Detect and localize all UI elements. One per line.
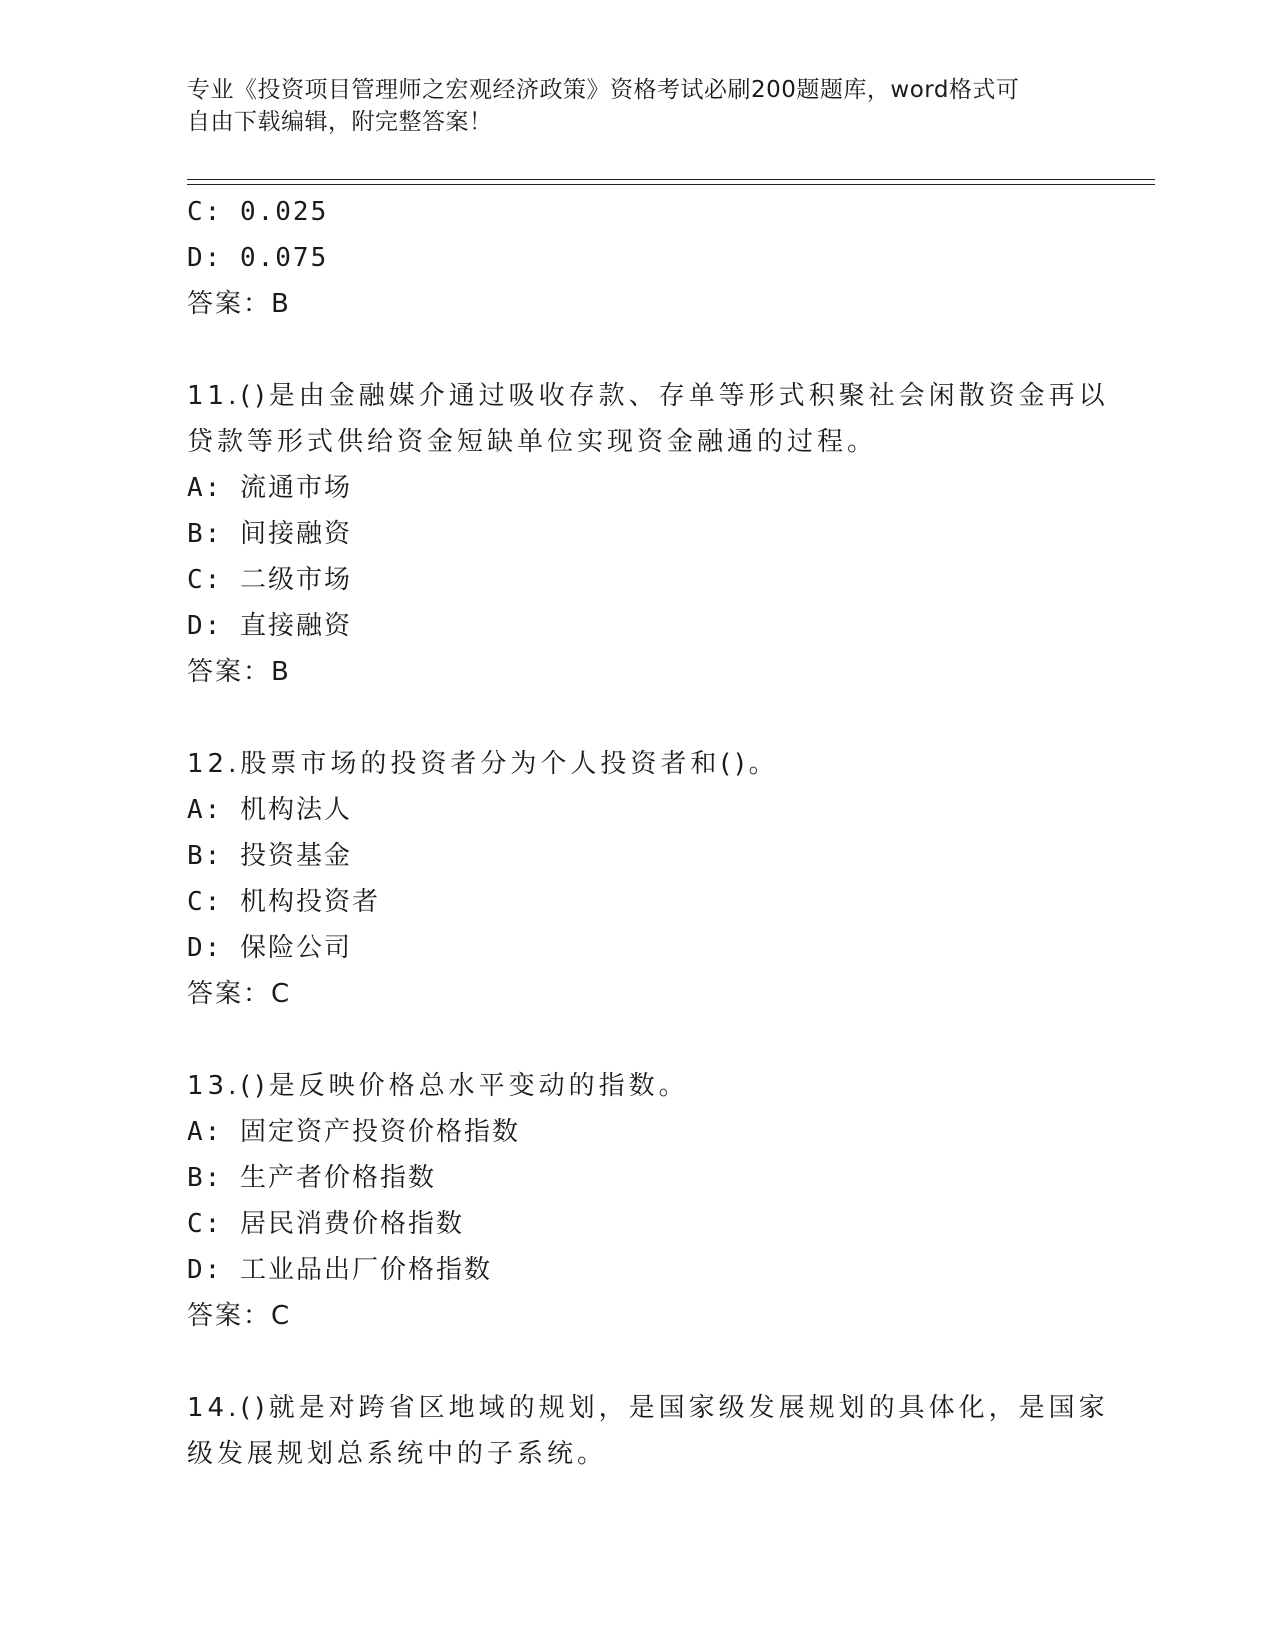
option-a: A: 固定资产投资价格指数 (187, 1117, 520, 1147)
option-c: C: 居民消费价格指数 (187, 1209, 464, 1239)
option-c: C: 机构投资者 (187, 887, 380, 917)
header-divider-top (187, 179, 1155, 180)
option-c: C: 0.025 (187, 197, 329, 227)
header-divider-bottom (187, 184, 1155, 185)
option-b: B: 间接融资 (187, 519, 352, 549)
option-c: C: 二级市场 (187, 565, 352, 595)
question-14 (187, 1385, 1109, 1477)
question-text-line: 12.股票市场的投资者分为个人投资者和()。 (187, 749, 779, 779)
question-list (187, 189, 1109, 1477)
question-text-line: 级发展规划总系统中的子系统。 (187, 1439, 608, 1469)
answer-label: 答案：C (187, 979, 292, 1009)
question-11 (187, 373, 1109, 695)
header-line-1: 专业《投资项目管理师之宏观经济政策》资格考试必刷200题题库，word格式可 (187, 77, 1020, 103)
option-a: A: 流通市场 (187, 473, 352, 503)
option-a: A: 机构法人 (187, 795, 352, 825)
option-b: B: 生产者价格指数 (187, 1163, 436, 1193)
question-text-line: 11.()是由金融媒介通过吸收存款、存单等形式积聚社会闲散资金再以 (187, 381, 1109, 411)
option-d: D: 保险公司 (187, 933, 352, 963)
answer-label: 答案：B (187, 657, 291, 687)
question-10-continuation (187, 189, 1087, 327)
answer-label: 答案：B (187, 289, 291, 319)
document-header (187, 74, 1087, 138)
question-text-line: 14.()就是对跨省区地域的规划，是国家级发展规划的具体化，是国家 (187, 1393, 1109, 1423)
question-13 (187, 1063, 1087, 1339)
question-text-line: 13.()是反映价格总水平变动的指数。 (187, 1071, 689, 1101)
option-b: B: 投资基金 (187, 841, 352, 871)
option-d: D: 工业品出厂价格指数 (187, 1255, 492, 1285)
question-12 (187, 741, 1087, 1017)
option-d: D: 直接融资 (187, 611, 352, 641)
answer-label: 答案：C (187, 1301, 292, 1331)
header-line-2: 自由下载编辑，附完整答案！ (187, 109, 493, 135)
option-d: D: 0.075 (187, 243, 329, 273)
question-text-line: 贷款等形式供给资金短缺单位实现资金融通的过程。 (187, 427, 878, 457)
